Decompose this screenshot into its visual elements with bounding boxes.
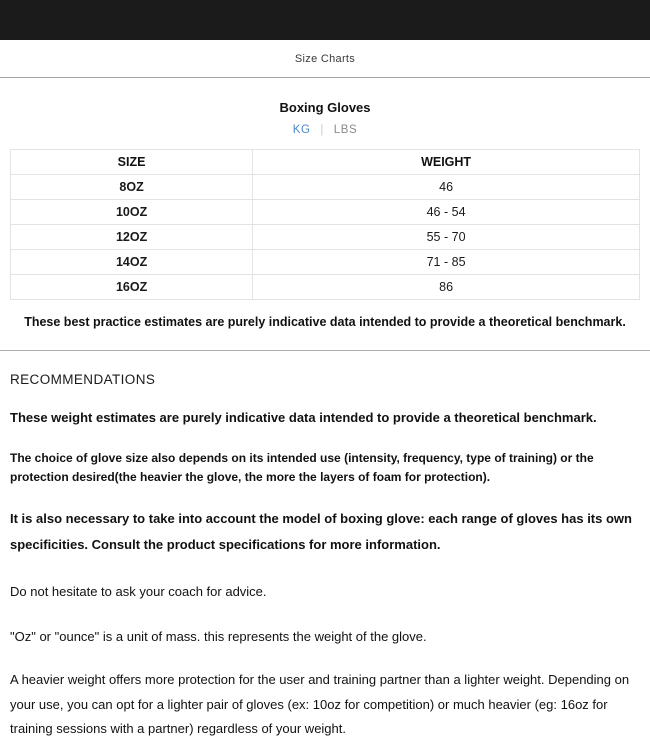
unit-toggle bbox=[0, 124, 650, 136]
table-header-size: SIZE bbox=[11, 150, 253, 175]
size-cell: 14OZ bbox=[11, 250, 253, 275]
table-row bbox=[11, 250, 640, 275]
recommendation-paragraph: Do not hesitate to ask your coach for advice. bbox=[10, 584, 267, 600]
table-header-row bbox=[11, 150, 640, 175]
size-cell: 8OZ bbox=[11, 175, 253, 200]
table-header-weight: WEIGHT bbox=[253, 150, 640, 175]
recommendation-paragraph: These weight estimates are purely indicative data intended to provide a theoretical benchmark. bbox=[10, 410, 597, 425]
size-weight-table bbox=[10, 149, 640, 300]
table-note: These best practice estimates are purely indicative data intended to provide a theoretical benchmark. bbox=[24, 315, 626, 329]
weight-cell: 71 - 85 bbox=[253, 250, 640, 275]
size-cell: 12OZ bbox=[11, 225, 253, 250]
recommendation-paragraph: A heavier weight offers more protection for the user and training partner than a lighter weight. Depending on your use, you can opt for a lighter pair of gloves (ex: 10oz for competition) or much heavier (eg: 16oz for training sessions with a partner) regardless of your weight. bbox=[10, 672, 630, 737]
table-row bbox=[11, 175, 640, 200]
recommendation-paragraph: "Oz" or "ounce" is a unit of mass. this represents the weight of the glove. bbox=[10, 628, 427, 644]
weight-cell: 55 - 70 bbox=[253, 225, 640, 250]
section-divider bbox=[0, 350, 650, 351]
top-bar bbox=[0, 0, 650, 40]
table-row bbox=[11, 275, 640, 300]
unit-toggle-separator: | bbox=[320, 124, 324, 136]
unit-toggle-lbs[interactable]: LBS bbox=[333, 124, 358, 136]
header-divider bbox=[0, 77, 650, 78]
recommendations-heading: RECOMMENDATIONS bbox=[10, 372, 156, 387]
recommendation-paragraph: It is also necessary to take into account the model of boxing glove: each range of gloves has its own specificities. Consult the product specifications for more information. bbox=[10, 511, 632, 552]
unit-toggle-kg[interactable]: KG bbox=[292, 124, 311, 136]
recommendations-section bbox=[0, 372, 650, 742]
table-row bbox=[11, 200, 640, 225]
size-cell: 16OZ bbox=[11, 275, 253, 300]
size-charts-title: Size Charts bbox=[294, 53, 356, 65]
weight-cell: 86 bbox=[253, 275, 640, 300]
weight-cell: 46 bbox=[253, 175, 640, 200]
table-row bbox=[11, 225, 640, 250]
weight-cell: 46 - 54 bbox=[253, 200, 640, 225]
recommendation-paragraph: The choice of glove size also depends on its intended use (intensity, frequency, type of training) or the protection desired(the heavier the glove, the more the layers of foam for protection). bbox=[10, 451, 594, 484]
chart-title: Boxing Gloves bbox=[279, 100, 371, 115]
size-cell: 10OZ bbox=[11, 200, 253, 225]
